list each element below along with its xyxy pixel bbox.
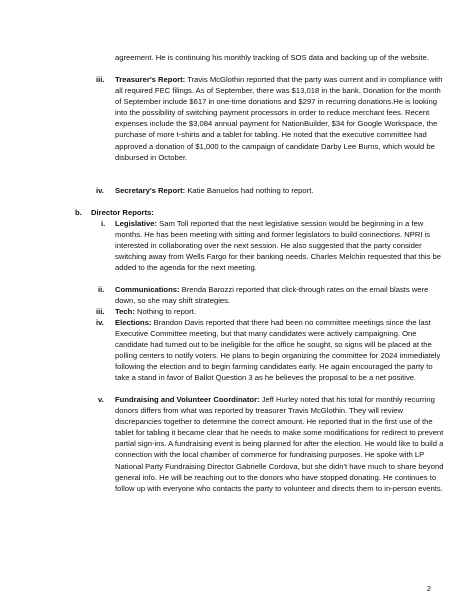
item-heading: Tech: — [115, 307, 135, 316]
communications-report — [115, 284, 445, 306]
item-heading: Secretary's Report: — [115, 186, 186, 195]
page-number: 2 — [426, 584, 431, 593]
section-title: Director Reports: — [91, 208, 154, 217]
item-marker: v. — [98, 395, 104, 404]
item-body: Sam Toll reported that the next legislative session would be beginning in a few months. He has been meeting with sitting and former legislators to build connections. NPRI is interested in collaborating over the next session. He also suggested that the party consider switching away from Wells Fargo for their banking needs. Charles Melchin requested that this be added to the agenda for the next meeting. — [115, 219, 442, 273]
elections-report — [115, 317, 445, 384]
item-heading: Communications: — [115, 285, 180, 294]
item-marker: iii. — [96, 75, 105, 84]
item-heading: Legislative: — [115, 219, 158, 228]
item-marker: iv. — [96, 186, 104, 195]
item-body: Travis McGlothin reported that the party was current and in compliance with all required FEC filings. As of September, there was $13,018 in the bank. Donation for the month of September include $617 in one-time donations and $297 in recurring donations.He is looking into the possibility of switching payment processors in order to reduce merchant fees. Recent expenses include the $3,084 annual payment for NationBuilder, $34 for Google Workspace, the purchase of more t-shirts and a tablet for tabling. He noted that the executive committee had approved a donation of $1,000 to the campaign of candidate Darby Lee Burns, which would be disbursed in October. — [115, 75, 443, 162]
item-body: Jeff Hurley noted that his total for monthly recurring donors differs from what was reported by treasurer Travis McGlothin. They will review discrepancies together to determine the correct amount. He reported that in the first use of the tablet for tabling it became clear that he needs to make some modifications for redirect to prevent partial sign-ins. A fundraising event is being planned for after the election. He would like to build a connection with the local chamber of commerce for fundraising purposes. He spoke with LP National Party Fundraising Director Gabrielle Cordova, but she didn't have much to share beyond general info. He will be reaching out to the donors who have stopped donating. He continues to follow up with everyone who contacts the party to volunteer and directs them to in-person events. — [115, 395, 444, 493]
item-heading: Elections: — [115, 318, 152, 327]
section-heading — [75, 207, 154, 218]
continuation-paragraph — [115, 52, 445, 63]
item-marker: i. — [101, 219, 106, 228]
item-heading: Fundraising and Volunteer Coordinator: — [115, 395, 260, 404]
item-heading: Treasurer's Report: — [115, 75, 186, 84]
item-body: Brenda Barozzi reported that click-through rates on the email blasts were down, so she may shift strategies. — [115, 285, 429, 306]
legislative-report — [115, 218, 445, 273]
secretarys-report — [115, 185, 445, 196]
item-body: Brandon Davis reported that there had been no committee meetings since the last Executive Committee meeting, but that many candidates were actively campaigning. One candidate had turned out to be ineligible for the office he sought, so signs will be placed at the polling centers to notify voters. He plans to begin organizing the committee for 2024 immediately following the election and to begin farming candidates early. He again encouraged the party to take a stand in favor of Ballot Question 3 as he believes the proposal to be a net positive. — [115, 318, 441, 383]
paragraph-text: agreement. He is continuing his monthly tracking of SOS data and backing up of the website. — [115, 53, 429, 62]
fundraising-report — [115, 394, 445, 494]
item-body: Nothing to report. — [136, 307, 196, 316]
item-marker: ii. — [98, 285, 105, 294]
item-marker: iv. — [96, 318, 104, 327]
item-body: Katie Banuelos had nothing to report. — [187, 186, 314, 195]
item-marker: iii. — [96, 307, 105, 316]
section-letter: b. — [75, 208, 82, 217]
treasurers-report — [115, 74, 445, 163]
tech-report — [115, 306, 445, 317]
